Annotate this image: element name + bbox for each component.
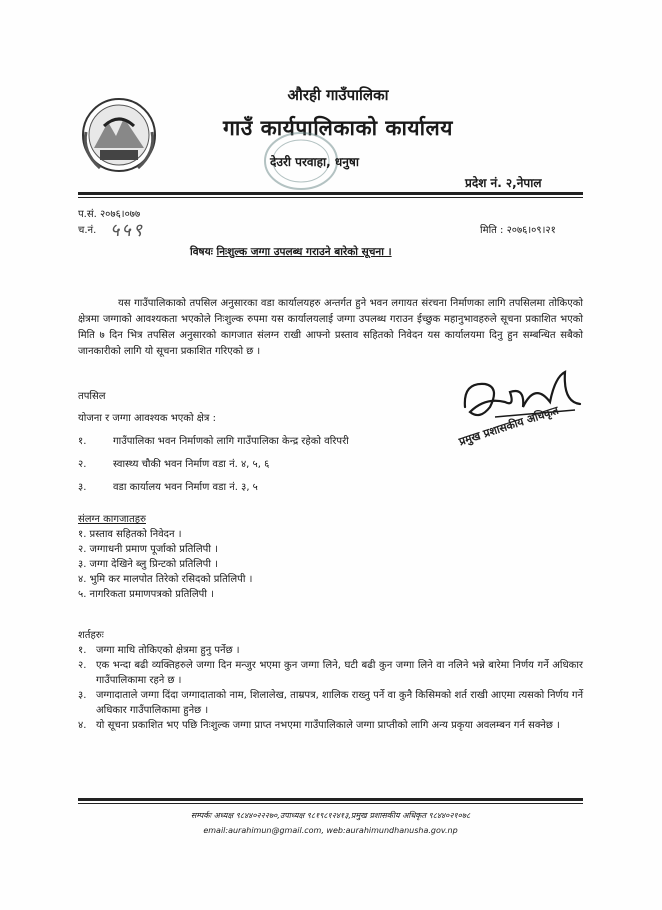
conditions-list <box>78 628 583 733</box>
footer-contacts <box>78 808 583 838</box>
condition-item <box>78 688 583 718</box>
project-num: २. <box>78 459 87 470</box>
footer-divider-thin <box>78 803 583 804</box>
email-web: email:aurahimun@gmail.com, web:aurahimundhanusha.gov.np <box>203 826 458 835</box>
attachments-list <box>78 512 252 602</box>
conditions-heading: शर्तहरुः <box>78 630 104 641</box>
condition-item <box>78 643 583 658</box>
condition-num: २. <box>78 660 87 671</box>
subject-label: विषयः <box>190 246 213 258</box>
nepal-emblem-icon <box>80 92 158 178</box>
attachments-heading: संलग्न कागजातहरु <box>78 514 146 525</box>
condition-text: यो सूचना प्रकाशित भए पछि निःशुल्क जग्गा प्राप्त नभएमा गाउँपालिकाले जग्गा प्राप्तीको लागि अन्य प्रकृया अवलम्बन गर्न सक्नेछ । <box>96 720 560 731</box>
office-name: गाउँ कार्यपालिकाको कार्यालय <box>223 116 453 140</box>
attachment-item: १. प्रस्ताव सहितको निवेदन । <box>78 529 182 540</box>
office-address: देउरी परवाहा, धनुषा <box>270 155 359 169</box>
footer-divider <box>78 798 583 801</box>
project-item: स्वास्थ्य चौकी भवन निर्माण वडा नं. ४, ५, ६ <box>113 459 270 470</box>
municipality-name: औरही गाउँपालिका <box>287 86 389 104</box>
tapasil-subheading: योजना र जग्गा आवश्यक भएको क्षेत्र : <box>78 413 216 424</box>
condition-num: १. <box>78 645 87 656</box>
condition-text: जग्गादाताले जग्गा दिंदा जग्गादाताको नाम, शिलालेख, ताम्रपत्र, शालिक राख्नु पर्ने वा कुनै किसिमको शर्त राखी आएमा त्यसको निर्णय गर्ने अधिकार गाउँपालिकामा हुनेछ । <box>96 690 584 716</box>
body-paragraph <box>78 296 583 360</box>
header-divider <box>78 192 583 195</box>
tapasil-heading: तपसिल <box>78 391 106 402</box>
project-num: १. <box>78 436 87 447</box>
condition-text: एक भन्दा बढी व्यक्तिहरुले जग्गा दिन मन्जुर भएमा कुन जग्गा लिने, घटी बढी कुन जग्गा लिने वा नलिने भन्ने बारेमा निर्णय गर्ने अधिकार गाउँपालिकामा रहने छ । <box>96 660 583 686</box>
province-label: प्रदेश नं. २,नेपाल <box>465 176 542 190</box>
contact-numbers: सम्पर्कः अध्यक्ष ९८४४०२२२७०,उपाध्यक्ष ९८१९८१२४१३,प्रमुख प्रशासकीय अधिकृत ९८४४०२१०७८ <box>190 811 471 820</box>
subject-text: निःशुल्क जग्गा उपलब्ध गराउने बारेको सूचना । <box>216 246 392 258</box>
attachment-item: ४. भुमि कर मालपोत तिरेको रसिदको प्रतिलिपी । <box>78 574 253 585</box>
subject-line <box>190 245 392 259</box>
attachment-item: २. जग्गाधनी प्रमाण पूर्जाको प्रतिलिपी । <box>78 544 218 555</box>
condition-num: ४. <box>78 720 87 731</box>
condition-item <box>78 658 583 688</box>
condition-text: जग्गा माथि तोकिएको क्षेत्रमा हुनु पर्नेछ । <box>96 645 240 656</box>
condition-num: ३. <box>78 690 87 701</box>
project-item: वडा कार्यालय भवन निर्माण वडा नं. ३, ५ <box>113 482 258 493</box>
attachment-item: ५. नागरिकता प्रमाणपत्रको प्रतिलिपी । <box>78 589 214 600</box>
header-divider-thin <box>78 197 583 198</box>
project-num: ३. <box>78 482 87 493</box>
dispatch-number: ५५९ <box>110 220 145 241</box>
project-item: गाउँपालिका भवन निर्माणको लागि गाउँपालिका केन्द्र रहेको वरिपरी <box>113 436 349 447</box>
attachment-item: ३. जग्गा देखिने ब्लु प्रिन्टको प्रतिलिपी । <box>78 559 218 570</box>
dispatch-label: च.नं. <box>78 225 97 236</box>
signatory-title: प्रमुख प्रशासकीय अधिकृत <box>457 403 561 449</box>
fiscal-year: प.सं. २०७६।०७७ <box>78 209 141 220</box>
notice-date: मिति : २०७६।०९।२१ <box>480 225 556 236</box>
body-text: यस गाउँपालिकाको तपसिल अनुसारका वडा कार्यालयहरु अन्तर्गत हुने भवन लगायत संरचना निर्माणका लागि तपसिलमा तोकिएको क्षेत्रमा जग्गाको आवश्यकता भएकोले निःशुल्क रुपमा यस कार्यालयलाई जग्गा उपलब्ध गराउन ईच्छुक महानुभावहरुले सूचना प्रकाशित भएको मिति ७ दिन भित्र तपसिल अनुसारको कागजात संलग्न राखी आफ्नो प्रस्ताव सहितको निवेदन यस कार्यालयमा दिनु हुन सम्बन्धित सबैको जानकारीको लागि यो सूचना प्रकाशित गरिएको छ । <box>78 298 583 357</box>
condition-item <box>78 718 583 733</box>
